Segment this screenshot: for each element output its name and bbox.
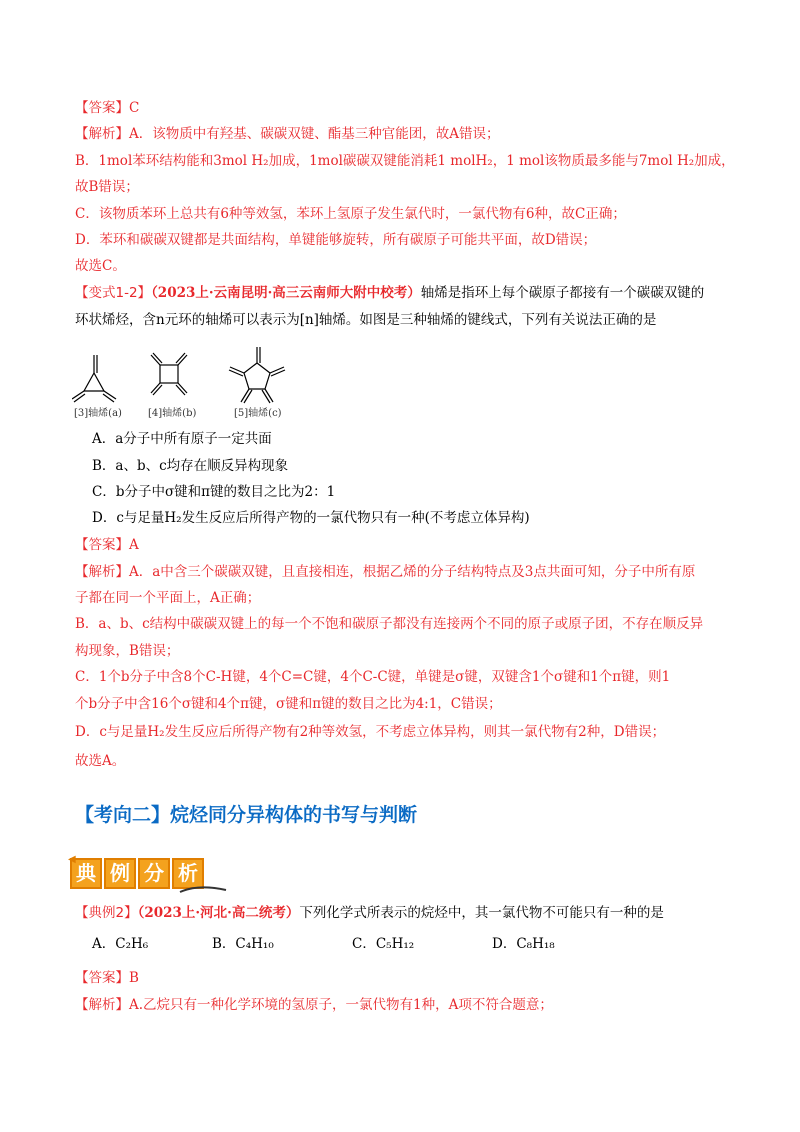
variant-option-c: C．b分子中σ键和π键的数目之比为2：1 <box>92 484 336 500</box>
variant-analysis-line-6: 个b分子中含16个σ键和4个π键，σ键和π键的数目之比为4:1，C错误； <box>75 696 502 712</box>
variant-option-b: B．a、b、c均存在顺反异构现象 <box>92 458 289 474</box>
speaker-icon: ◀ <box>68 854 76 865</box>
analysis-line-5: D．苯环和碳碳双键都是共面结构，单键能够旋转，所有碳原子可能共平面，故D错误； <box>75 232 597 248</box>
molecule-label-b: [4]轴烯(b) <box>148 408 197 419</box>
analysis-line-6: 故选C。 <box>75 258 126 274</box>
example2-analysis: 【解析】A.乙烷只有一种化学环境的氢原子，一氯代物有1种，A项不符合题意； <box>75 997 553 1013</box>
example2-option-d: D．C₈H₁₈ <box>492 936 555 952</box>
variant-analysis-line-7: D．c与足量H₂发生反应后所得产物有2种等效氢，不考虑立体异构，则其一氯代物有2种，D错误； <box>75 724 666 740</box>
variant-analysis-line-4: 构现象，B错误； <box>75 643 180 659</box>
analysis-line-4: C．该物质苯环上总共有6种等效氢，苯环上氢原子发生氯代时，一氯代物有6种，故C正确； <box>75 206 626 222</box>
variant-answer: 【答案】A <box>75 537 139 553</box>
example-analysis-badge <box>68 854 206 894</box>
molecule-label-a: [3]轴烯(a) <box>74 408 122 419</box>
variant-option-a: A．a分子中所有原子一定共面 <box>92 431 272 447</box>
answer-line-1: 【答案】C <box>75 100 140 116</box>
analysis-line-2: B．1mol苯环结构能和3mol H₂加成，1mol碳碳双键能消耗1 molH₂，1 mol该物质最多能与7mol H₂加成， <box>75 153 735 169</box>
section-title: 【考向二】烷烃同分异构体的书写与判断 <box>75 804 418 826</box>
radialene-5-structure <box>229 347 285 403</box>
variant-analysis-line-5: C．1个b分子中含8个C-H键，4个C=C键，4个C-C键，单键是σ键，双键含1个σ键和1个π键，则1 <box>75 669 671 685</box>
variant-analysis-line-3: B．a、b、c结构中碳碳双键上的每一个不饱和碳原子都没有连接两个不同的原子或原子团，不存在顺反异 <box>75 616 704 632</box>
variant-question-line-1: 【变式1-2】（2023上·云南昆明·高三云南师大附中校考）轴烯是指环上每个碳原子都接有一个碳碳双键的 <box>75 285 705 301</box>
badge-char-4: 析 <box>172 858 204 889</box>
axial-alkenes-figure <box>72 345 312 405</box>
brush-stroke-icon <box>178 884 228 896</box>
badge-char-2: 例 <box>104 858 136 889</box>
variant-question-line-2: 环状烯烃，含n元环的轴烯可以表示为[n]轴烯。如图是三种轴烯的键线式，下列有关说法正确的是 <box>75 312 657 328</box>
variant-analysis-line-1: 【解析】A．a中含三个碳碳双键，且直接相连，根据乙烯的分子结构特点及3点共面可知，分子中所有原 <box>75 564 696 580</box>
radialene-4-structure <box>151 353 187 395</box>
analysis-line-3: 故B错误； <box>75 179 139 195</box>
badge-char-1: 典 <box>70 858 102 889</box>
radialene-3-structure <box>72 355 116 402</box>
example2-answer: 【答案】B <box>75 970 139 986</box>
variant-option-d: D．c与足量H₂发生反应后所得产物的一氯代物只有一种(不考虑立体异构) <box>92 510 530 526</box>
example2-option-a: A．C₂H₆ <box>92 936 149 952</box>
badge-char-3: 分 <box>138 858 170 889</box>
example2-option-b: B．C₄H₁₀ <box>212 936 274 952</box>
example2-option-c: C．C₅H₁₂ <box>352 936 415 952</box>
example2-question: 【典例2】（2023上·河北·高二统考）下列化学式所表示的烷烃中，其一氯代物不可能只有一种的是 <box>75 905 664 921</box>
variant-analysis-line-8: 故选A。 <box>75 753 126 769</box>
variant-analysis-line-2: 子都在同一个平面上，A正确； <box>75 590 261 606</box>
molecule-label-c: [5]轴烯(c) <box>234 408 282 419</box>
analysis-line-1: 【解析】A．该物质中有羟基、碳碳双键、酯基三种官能团，故A错误； <box>75 126 500 142</box>
